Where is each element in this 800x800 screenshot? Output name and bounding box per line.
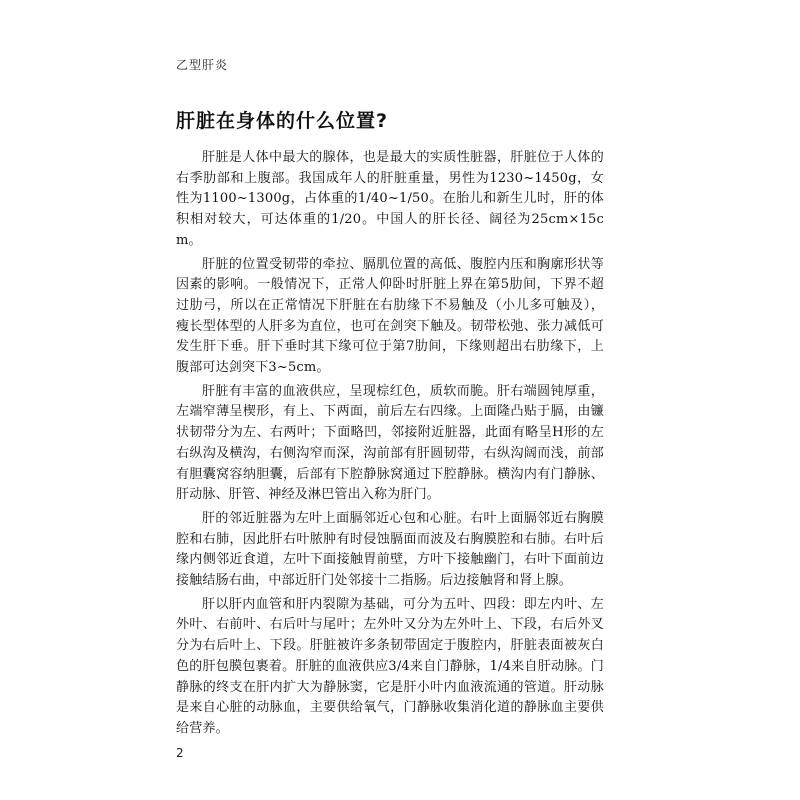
paragraph-4: 肝的邻近脏器为左叶上面膈邻近心包和心脏。右叶上面膈邻近右胸膜腔和右肺，因此肝右叶脓肿有时侵蚀膈面而波及右胸膜腔和右肺。右叶后缘内侧邻近食道，左叶下面接触胃前壁，方叶下接触幽门，右叶下面前边接触结肠右曲，中部近肝门处邻接十二指肠。后边接触肾和肾上腺。 xyxy=(176,510,604,589)
paragraph-5: 肝以肝内血管和肝内裂隙为基础，可分为五叶、四段：即左内叶、左外叶、右前叶、右后叶与尾叶；左外叶又分为左外叶上、下段，右后外叉分为右后叶上、下段。肝脏被许多条韧带固定于腹腔内，肝脏表面被灰白色的肝包膜包裹着。肝脏的血液供应3/4来自门静脉，1/4来自肝动脉。门静脉的终支在肝内扩大为静脉窦，它是肝小叶内血液流通的管道。肝动脉是来自心脏的动脉血，主要供给氧气，门静脉收集消化道的静脉血主要供给营养。 xyxy=(176,596,604,736)
paragraph-1: 肝脏是人体中最大的腺体，也是最大的实质性脏器，肝脏位于人体的右季肋部和上腹部。我国成年人的肝脏重量，男性为1230~1450g，女性为1100~1300g，占体重的1/40~1/50。在胎儿和新生儿时，肝的体积相对较大，可达体重的1/20。中国人的肝长径、阔径为25cm×15cm。 xyxy=(176,150,604,248)
running-header: 乙型肝炎 xyxy=(176,58,229,72)
paragraph-2: 肝脏的位置受韧带的牵拉、膈肌位置的高低、腹腔内压和胸廓形状等因素的影响。一般情况下，正常人仰卧时肝脏上界在第5肋间，下界不超过肋弓，所以在正常情况下肝脏在右肋缘下不易触及（小儿多可触及），瘦长型体型的人肝多为直位，也可在剑突下触及。韧带松弛、张力减低可发生肝下垂。肝下垂时其下缘可位于第7肋间，下缘则超出右肋缘下，上腹部可达剑突下3~5cm。 xyxy=(176,256,604,376)
page-number: 2 xyxy=(176,746,184,760)
section-title: 肝脏在身体的什么位置? xyxy=(176,110,389,132)
body-text xyxy=(176,148,604,740)
paragraph-3: 肝脏有丰富的血液供应，呈现棕红色，质软而脆。肝右端圆钝厚重，左端窄薄呈楔形，有上、下两面，前后左右四缘。上面隆凸贴于膈，由镰状韧带分为左、右两叶；下面略凹，邻接附近脏器，此面有略呈H形的左右纵沟及横沟，右侧沟窄而深，沟前部有肝圆韧带，右纵沟阔而浅，前部有胆囊窝容纳胆囊，后部有下腔静脉窝通过下腔静脉。横沟内有门静脉、肝动脉、肝管、神经及淋巴管出入称为肝门。 xyxy=(176,383,604,503)
